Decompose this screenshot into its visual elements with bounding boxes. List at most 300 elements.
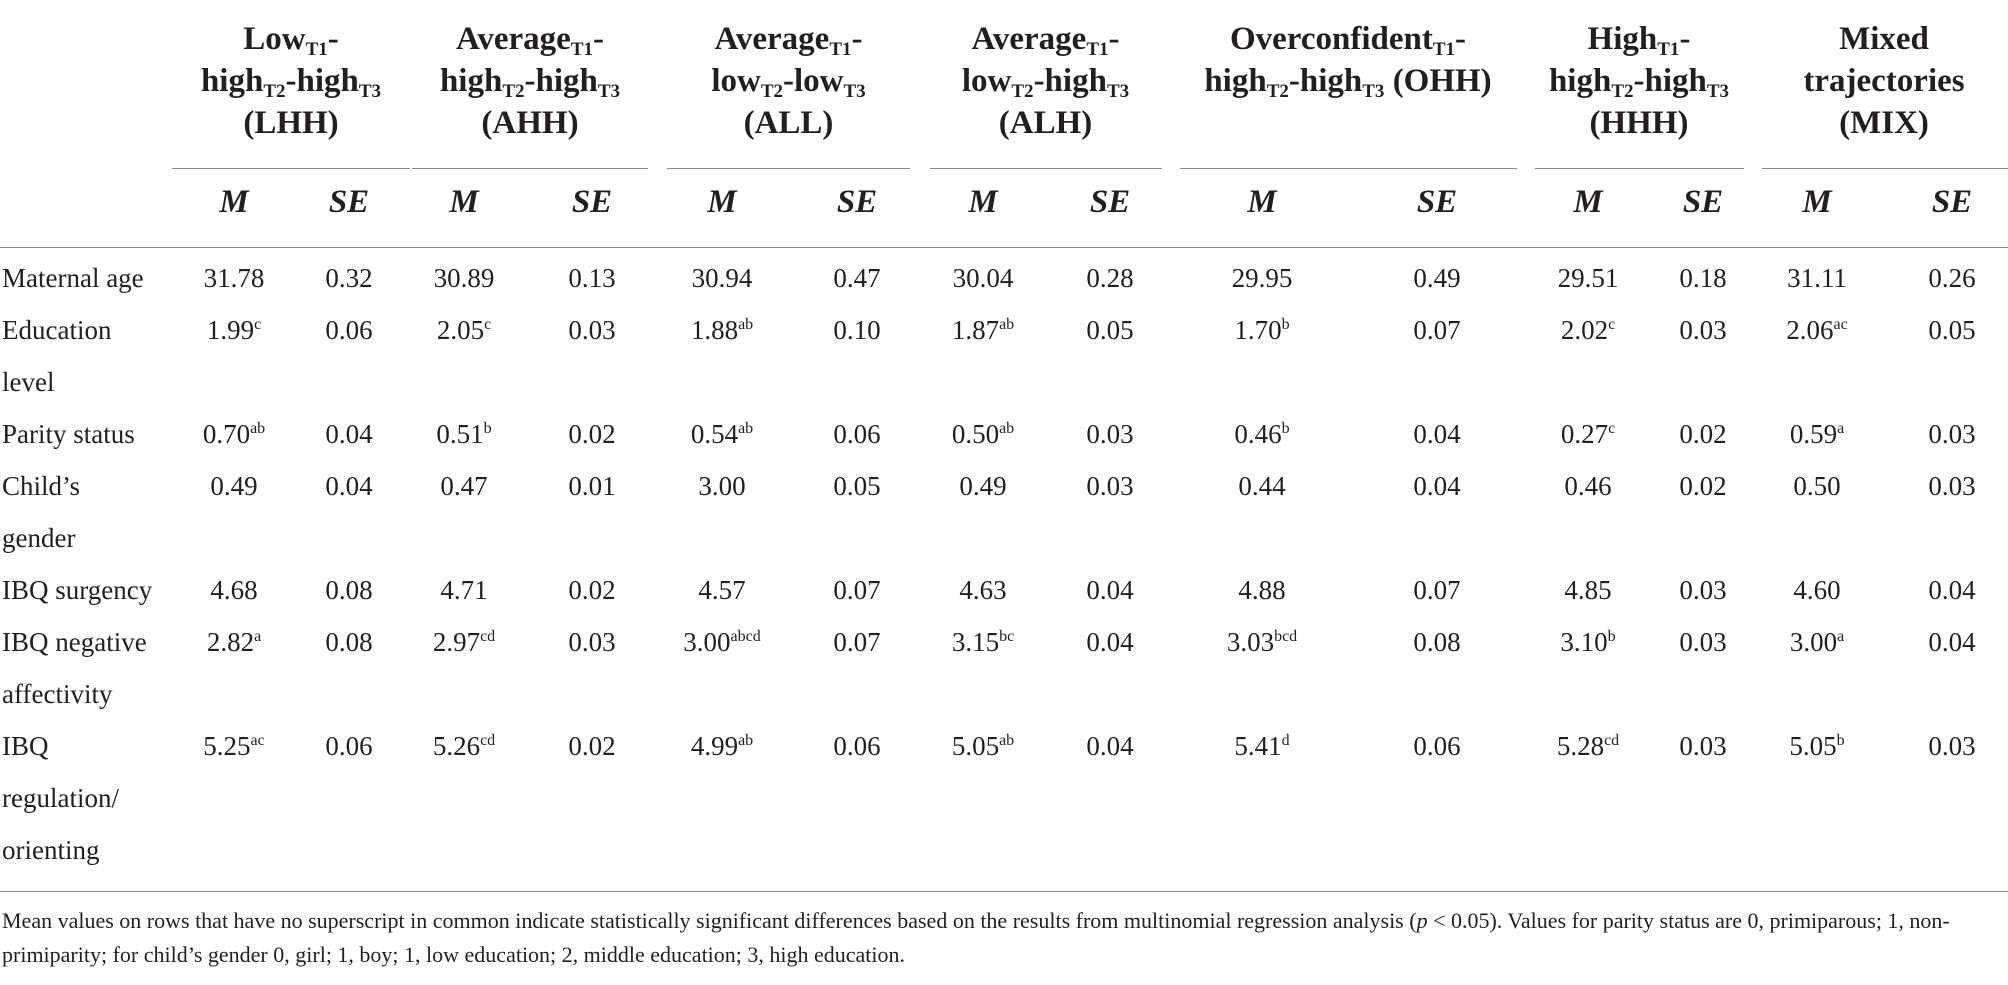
time-subscript: T2	[1266, 81, 1289, 102]
mean-header: M	[219, 184, 249, 220]
group-header-text: (MIX)	[1839, 105, 1929, 141]
time-subscript: T1	[1657, 39, 1680, 60]
time-subscript: T3	[1362, 81, 1385, 102]
mean-value	[1202, 263, 1322, 293]
header-rule	[0, 247, 2008, 248]
mean-value	[1528, 263, 1648, 293]
group-header-text: -	[851, 21, 863, 57]
time-subscript: T2	[1611, 81, 1634, 102]
mean-value	[923, 315, 1043, 345]
time-subscript: T3	[843, 81, 866, 102]
se-value	[1050, 315, 1170, 345]
se-value	[1892, 315, 2008, 345]
time-subscript: T3	[597, 81, 621, 102]
mean-value	[662, 263, 782, 293]
cell-value: 0.70	[202, 419, 251, 449]
cell-value: 3.10	[1560, 627, 1608, 657]
group-header-line	[1533, 102, 1745, 144]
group-header-text: (ALL)	[743, 105, 834, 141]
footer-rule	[0, 891, 2008, 892]
significance-superscript: bcd	[1274, 628, 1298, 645]
group-header-text: High	[1587, 21, 1658, 57]
group-header-text: Overconfident	[1229, 21, 1433, 57]
group-header-text: Mixed	[1839, 21, 1929, 57]
row-label-line: affectivity	[2, 679, 113, 709]
se-value	[1377, 315, 1497, 345]
cell-value: 0.02	[1679, 419, 1727, 449]
cell-value: 0.04	[1928, 575, 1976, 605]
se-value	[289, 471, 409, 501]
mean-value	[404, 731, 524, 761]
mean-value	[1202, 575, 1322, 605]
time-subscript: T3	[1106, 81, 1130, 102]
cell-value: 2.06	[1786, 315, 1834, 345]
se-value	[1050, 575, 1170, 605]
cell-value: 4.85	[1564, 575, 1612, 605]
se-value	[1892, 263, 2008, 293]
significance-superscript: ab	[738, 732, 754, 749]
cell-value: 3.00	[698, 471, 746, 501]
mean-value	[1202, 315, 1322, 345]
row-label	[2, 252, 144, 304]
group-underline	[667, 168, 910, 169]
mean-value	[923, 575, 1043, 605]
row-label-line: Child’s	[2, 471, 81, 501]
row-label	[2, 616, 147, 720]
cell-value: 0.03	[1679, 731, 1727, 761]
cell-value: 2.02	[1560, 315, 1609, 345]
se-value	[1377, 575, 1497, 605]
group-header-line	[172, 60, 410, 102]
significance-superscript: ac	[250, 732, 265, 749]
group-header-text: -high	[285, 63, 359, 99]
se-value	[1643, 263, 1763, 293]
group-header-line	[665, 18, 912, 60]
cell-value: 0.02	[1679, 471, 1727, 501]
mean-value	[174, 627, 294, 657]
se-value	[532, 575, 652, 605]
mean-value	[662, 315, 782, 345]
note-p-symbol: p	[1416, 908, 1428, 933]
mean-value	[1528, 575, 1648, 605]
group-header-text: low	[961, 63, 1012, 99]
cell-value: 0.46	[1564, 471, 1612, 501]
se-value	[532, 731, 652, 761]
cell-value: 0.10	[833, 315, 881, 345]
cell-value: 0.27	[1560, 419, 1609, 449]
cell-value: 0.47	[833, 263, 881, 293]
mean-value	[1528, 419, 1648, 449]
se-header: SE	[328, 184, 370, 220]
cell-value: 0.06	[325, 315, 373, 345]
row-label	[2, 408, 135, 460]
mean-value	[662, 471, 782, 501]
cell-value: 0.03	[1928, 731, 1976, 761]
time-subscript: T2	[1011, 81, 1034, 102]
se-header: SE	[1416, 184, 1458, 220]
cell-value: 0.05	[1086, 315, 1134, 345]
se-value	[797, 575, 917, 605]
significance-superscript: c	[254, 316, 262, 333]
mean-value	[1757, 471, 1877, 501]
group-header-line	[410, 60, 650, 102]
group-header-text: -low	[783, 63, 844, 99]
se-value	[1377, 627, 1497, 657]
group-header-text: (OHH)	[1384, 63, 1492, 99]
mean-value	[1757, 731, 1877, 761]
mean-value	[923, 627, 1043, 657]
cell-value: 0.03	[1086, 419, 1134, 449]
cell-value: 0.32	[325, 263, 373, 293]
cell-value: 0.28	[1086, 263, 1134, 293]
cell-value: 30.94	[691, 263, 753, 293]
significance-superscript: ab	[999, 316, 1015, 333]
significance-superscript: b	[483, 420, 492, 437]
group-header	[928, 18, 1163, 144]
time-subscript: T2	[502, 81, 525, 102]
group-header-text: Low	[243, 21, 306, 57]
se-value	[1643, 731, 1763, 761]
cell-value: 0.04	[1413, 419, 1461, 449]
significance-superscript: b	[1836, 732, 1845, 749]
significance-superscript: ab	[250, 420, 266, 437]
cell-value: 0.04	[325, 471, 373, 501]
cell-value: 0.07	[1413, 575, 1461, 605]
cell-value: 0.03	[1679, 575, 1727, 605]
mean-value	[1757, 419, 1877, 449]
se-value	[289, 575, 409, 605]
group-header	[172, 18, 410, 144]
significance-superscript: cd	[1604, 732, 1620, 749]
cell-value: 4.99	[690, 731, 739, 761]
cell-value: 0.50	[1793, 471, 1841, 501]
mean-value	[404, 315, 524, 345]
cell-value: 0.03	[568, 315, 616, 345]
se-value	[797, 471, 917, 501]
se-value	[532, 627, 652, 657]
group-header-text: -high	[1288, 63, 1363, 99]
mean-value	[404, 419, 524, 449]
row-label	[2, 720, 119, 876]
group-header-text: -	[593, 21, 604, 57]
significance-superscript: bc	[999, 628, 1015, 645]
cell-value: 1.99	[206, 315, 255, 345]
row-label-line: regulation/	[2, 783, 119, 813]
cell-value: 0.03	[1679, 627, 1727, 657]
mean-value	[662, 419, 782, 449]
group-header-line	[1760, 102, 2008, 144]
group-header-text: low	[711, 63, 761, 99]
row-label-line: gender	[2, 523, 76, 553]
se-value	[797, 315, 917, 345]
significance-superscript: abcd	[730, 628, 761, 645]
time-subscript: T1	[1432, 39, 1456, 60]
mean-value	[1528, 471, 1648, 501]
mean-header: M	[1802, 184, 1832, 220]
mean-value	[404, 575, 524, 605]
row-label-line: orienting	[2, 835, 100, 865]
row-label-line: IBQ negative	[2, 627, 147, 657]
se-value	[289, 627, 409, 657]
group-header-text: -	[1108, 21, 1120, 57]
se-value	[289, 419, 409, 449]
cell-value: 31.78	[203, 263, 265, 293]
cell-value: 29.95	[1231, 263, 1293, 293]
cell-value: 0.03	[1679, 315, 1727, 345]
group-underline	[1762, 168, 2008, 169]
group-header-text: Average	[455, 21, 571, 57]
se-value	[797, 263, 917, 293]
time-subscript: T3	[1706, 81, 1730, 102]
cell-value: 29.51	[1557, 263, 1619, 293]
cell-value: 0.04	[1086, 575, 1134, 605]
cell-value: 3.15	[951, 627, 1000, 657]
se-value	[532, 263, 652, 293]
cell-value: 0.06	[325, 731, 373, 761]
cell-value: 0.18	[1679, 263, 1727, 293]
cell-value: 0.13	[568, 263, 616, 293]
mean-value	[404, 627, 524, 657]
se-value	[1892, 471, 2008, 501]
group-header-line	[410, 18, 650, 60]
cell-value: 0.06	[833, 419, 881, 449]
significance-superscript: b	[1607, 628, 1616, 645]
group-header-line	[172, 102, 410, 144]
mean-value	[1202, 419, 1322, 449]
group-header-text: trajectories	[1803, 63, 1965, 99]
time-subscript: T1	[570, 39, 593, 60]
cell-value: 0.44	[1238, 471, 1286, 501]
cell-value: 4.71	[440, 575, 488, 605]
se-value	[289, 315, 409, 345]
mean-value	[923, 263, 1043, 293]
significance-superscript: b	[1281, 420, 1290, 437]
se-value	[1643, 627, 1763, 657]
mean-header: M	[1247, 184, 1277, 220]
se-value	[1377, 731, 1497, 761]
group-header-text: high	[439, 63, 503, 99]
mean-value	[1757, 575, 1877, 605]
group-header-line	[665, 102, 912, 144]
cell-value: 5.28	[1556, 731, 1605, 761]
cell-value: 0.59	[1789, 419, 1838, 449]
row-label-line: Maternal age	[2, 263, 144, 293]
se-value	[1892, 419, 2008, 449]
cell-value: 0.49	[959, 471, 1007, 501]
row-label	[2, 460, 80, 564]
mean-header: M	[707, 184, 737, 220]
significance-superscript: ac	[1833, 316, 1848, 333]
se-header: SE	[1682, 184, 1724, 220]
group-underline	[412, 168, 648, 169]
cell-value: 0.46	[1234, 419, 1282, 449]
se-value	[1643, 419, 1763, 449]
significance-superscript: ab	[999, 420, 1015, 437]
mean-value	[174, 575, 294, 605]
row-label-line: level	[2, 367, 55, 397]
group-underline	[172, 168, 410, 169]
cell-value: 30.04	[952, 263, 1014, 293]
cell-value: 0.04	[1928, 627, 1976, 657]
mean-header: M	[968, 184, 998, 220]
group-header-line	[928, 60, 1163, 102]
mean-value	[1528, 731, 1648, 761]
cell-value: 4.68	[210, 575, 258, 605]
cell-value: 0.07	[833, 575, 881, 605]
significance-superscript: c	[1608, 316, 1616, 333]
mean-value	[174, 471, 294, 501]
group-header-text: (ALH)	[998, 105, 1093, 141]
cell-value: 0.05	[833, 471, 881, 501]
mean-value	[174, 263, 294, 293]
group-header-text: high	[1204, 63, 1267, 99]
group-header-text: high	[200, 63, 264, 99]
group-header	[665, 18, 912, 144]
group-header-line	[1533, 18, 1745, 60]
cell-value: 0.07	[1413, 315, 1461, 345]
cell-value: 0.03	[1928, 419, 1976, 449]
mean-value	[1528, 315, 1648, 345]
se-header: SE	[1931, 184, 1973, 220]
row-label-line: IBQ surgency	[2, 575, 153, 605]
group-header-line	[172, 18, 410, 60]
significance-superscript: b	[1281, 316, 1290, 333]
se-value	[1377, 471, 1497, 501]
significance-superscript: ab	[999, 732, 1015, 749]
group-header-line	[928, 18, 1163, 60]
mean-header: M	[1573, 184, 1603, 220]
group-header-line	[928, 102, 1163, 144]
mean-value	[1202, 471, 1322, 501]
cell-value: 0.06	[1413, 731, 1461, 761]
mean-value	[662, 627, 782, 657]
row-label-line: Parity status	[2, 419, 135, 449]
row-label-line: Education	[2, 315, 112, 345]
time-subscript: T1	[1086, 39, 1109, 60]
group-header	[1178, 18, 1518, 102]
significance-superscript: d	[1281, 732, 1290, 749]
mean-value	[923, 419, 1043, 449]
cell-value: 0.04	[1086, 627, 1134, 657]
se-value	[1050, 419, 1170, 449]
significance-superscript: a	[1837, 420, 1845, 437]
group-header-line	[1178, 18, 1518, 60]
cell-value: 0.01	[568, 471, 616, 501]
cell-value: 5.05	[1789, 731, 1837, 761]
significance-superscript: ab	[738, 316, 754, 333]
row-label	[2, 564, 152, 616]
cell-value: 0.03	[568, 627, 616, 657]
group-header-text: -	[327, 21, 339, 57]
group-header-line	[1533, 60, 1745, 102]
se-value	[1643, 471, 1763, 501]
significance-superscript: a	[254, 628, 262, 645]
group-header-text: -high	[1033, 63, 1107, 99]
mean-value	[1202, 627, 1322, 657]
se-value	[1050, 627, 1170, 657]
cell-value: 2.97	[432, 627, 481, 657]
mean-value	[174, 731, 294, 761]
group-header-text: (HHH)	[1589, 105, 1689, 141]
group-underline	[1535, 168, 1744, 169]
cell-value: 3.00	[683, 627, 731, 657]
group-header-text: -high	[1633, 63, 1707, 99]
cell-value: 0.26	[1928, 263, 1976, 293]
note-text: < 0.05). Values for parity status are 0, primiparous; 1, non-primiparity; for child’s gender 0, girl; 1, boy; 1, low education; 2, middle education; 3, high education.	[2, 908, 1950, 967]
cell-value: 4.60	[1793, 575, 1841, 605]
cell-value: 2.82	[206, 627, 255, 657]
mean-value	[1202, 731, 1322, 761]
cell-value: 1.87	[951, 315, 1000, 345]
mean-value	[174, 315, 294, 345]
se-value	[1050, 471, 1170, 501]
se-value	[1643, 575, 1763, 605]
mean-value	[404, 471, 524, 501]
cell-value: 0.04	[1086, 731, 1134, 761]
cell-value: 4.57	[698, 575, 746, 605]
cell-value: 4.63	[959, 575, 1007, 605]
table-note	[2, 904, 2002, 972]
se-value	[289, 263, 409, 293]
cell-value: 0.51	[436, 419, 484, 449]
group-header-line	[665, 60, 912, 102]
group-header	[410, 18, 650, 144]
se-value	[1892, 731, 2008, 761]
cell-value: 0.08	[325, 627, 373, 657]
cell-value: 0.03	[1928, 471, 1976, 501]
se-value	[1050, 263, 1170, 293]
se-value	[532, 419, 652, 449]
time-subscript: T1	[305, 39, 328, 60]
cell-value: 0.07	[833, 627, 881, 657]
group-header-line	[1178, 60, 1518, 102]
se-value	[797, 419, 917, 449]
cell-value: 5.41	[1234, 731, 1282, 761]
group-header-text: -high	[524, 63, 598, 99]
cell-value: 5.25	[203, 731, 251, 761]
row-label-line: IBQ	[2, 731, 49, 761]
group-header	[1760, 18, 2008, 144]
cell-value: 0.02	[568, 419, 616, 449]
se-header: SE	[1089, 184, 1131, 220]
se-header: SE	[836, 184, 878, 220]
se-value	[289, 731, 409, 761]
mean-value	[1528, 627, 1648, 657]
mean-value	[1757, 315, 1877, 345]
mean-value	[923, 731, 1043, 761]
cell-value: 0.03	[1086, 471, 1134, 501]
cell-value: 2.05	[436, 315, 485, 345]
time-subscript: T2	[263, 81, 286, 102]
cell-value: 0.54	[690, 419, 739, 449]
mean-value	[1757, 627, 1877, 657]
group-header-text: (LHH)	[243, 105, 339, 141]
group-header-text: Average	[971, 21, 1087, 57]
mean-value	[662, 575, 782, 605]
mean-value	[174, 419, 294, 449]
note-text: Mean values on rows that have no superscript in common indicate statistically significant differences based on the results from multinomial regression analysis (	[2, 908, 1417, 933]
mean-value	[662, 731, 782, 761]
cell-value: 30.89	[433, 263, 495, 293]
significance-superscript: ab	[738, 420, 754, 437]
cell-value: 0.08	[1413, 627, 1461, 657]
cell-value: 0.05	[1928, 315, 1976, 345]
se-value	[797, 627, 917, 657]
significance-superscript: c	[1608, 420, 1616, 437]
se-value	[1050, 731, 1170, 761]
se-value	[1643, 315, 1763, 345]
se-value	[1892, 575, 2008, 605]
